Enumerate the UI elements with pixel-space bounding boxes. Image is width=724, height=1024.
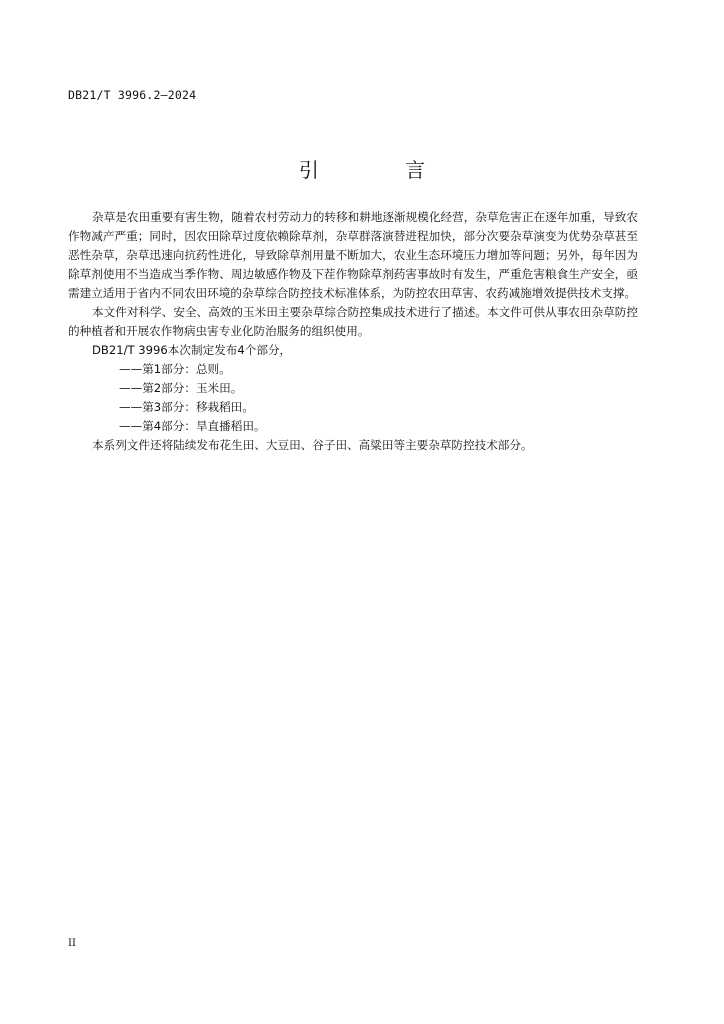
introduction-body: [68, 208, 638, 455]
paragraph-scope: 本文件对科学、安全、高效的玉米田主要杂草综合防控集成技术进行了描述。本文件可供从事农田杂草防控的种植者和开展农作物病虫害专业化防治服务的组织使用。: [68, 305, 638, 338]
list-item: ——第1部分：总则。: [119, 362, 231, 376]
list-item: ——第4部分：旱直播稻田。: [119, 419, 266, 433]
paragraph-parts-intro: DB21/T 3996本次制定发布4个部分，: [92, 343, 292, 357]
page-number: II: [68, 938, 76, 949]
paragraph-background: 杂草是农田重要有害生物，随着农村劳动力的转移和耕地逐渐规模化经营，杂草危害正在逐年加重，导致农作物减产严重；同时，因农田除草过度依赖除草剂，杂草群落演替进程加快，部分次要杂草演变为优势杂草甚至恶性杂草，杂草迅速向抗药性进化，导致除草剂用量不断加大，农业生态环境压力增加等问题；另外，每年因为除草剂使用不当造成当季作物、周边敏感作物及下茬作物除草剂药害事故时有发生，严重危害粮食生产安全，亟需建立适用于省内不同农田环境的杂草综合防控技术标准体系，为防控农田草害、农药减施增效提供技术支撑。: [68, 210, 638, 300]
standard-number: DB21/T 3996.2—2024: [68, 88, 197, 102]
page-title: 引 言: [298, 158, 466, 182]
parts-list: [68, 360, 638, 436]
list-item: ——第3部分：移栽稻田。: [119, 400, 254, 414]
list-item: ——第2部分：玉米田。: [119, 381, 243, 395]
paragraph-future-parts: 本系列文件还将陆续发布花生田、大豆田、谷子田、高粱田等主要杂草防控技术部分。: [92, 438, 533, 452]
